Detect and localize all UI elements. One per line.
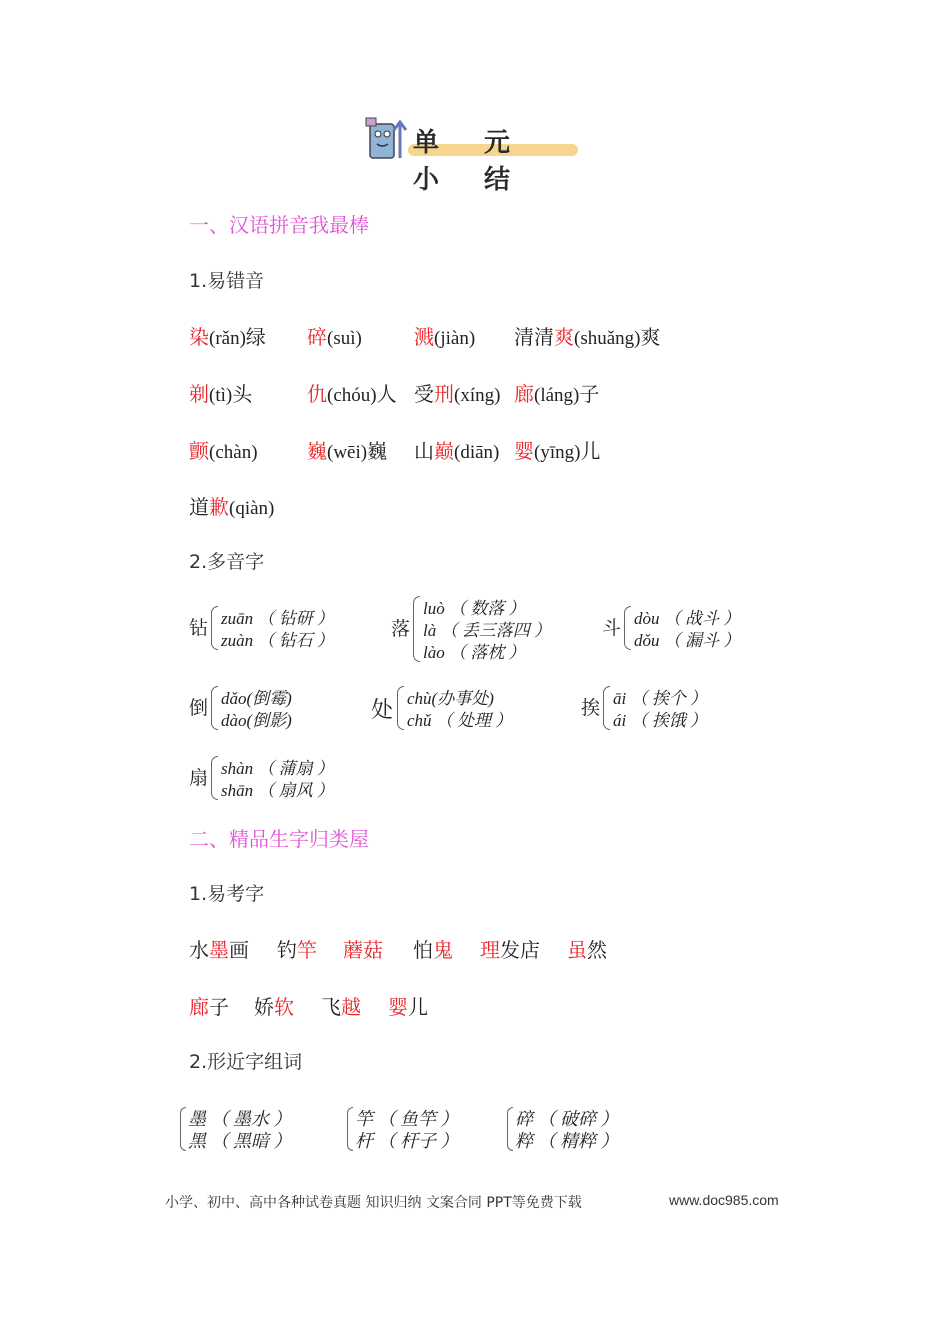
- exam-char: 理: [480, 938, 500, 962]
- polyphone-reading: chǔ （ 处理 ）: [407, 711, 513, 730]
- exam-word: [388, 991, 428, 1020]
- item-pinyin: (rǎn): [209, 328, 246, 349]
- similar-word: 黑 （ 黑暗 ）: [188, 1131, 292, 1151]
- exam-word: [189, 934, 249, 963]
- polyphone-reading: shàn （ 蒲扇 ）: [221, 759, 334, 778]
- exam-word: [480, 934, 540, 963]
- exam-char: 越: [341, 995, 361, 1019]
- polyphone-reading: shān （ 扇风 ）: [221, 781, 334, 800]
- section-1-heading: 一、汉语拼音我最棒: [189, 213, 369, 237]
- polyphone-char: 斗: [602, 617, 622, 639]
- exam-word: [277, 934, 317, 963]
- polyphone-brace: [624, 606, 631, 650]
- title-banner: [358, 114, 583, 195]
- polyphone-reading: luò （ 数落 ）: [423, 599, 526, 618]
- item-suffix: 子: [579, 382, 600, 406]
- item-char: 染: [189, 325, 209, 349]
- section-2-heading: 二、精品生字归类屋: [189, 827, 369, 851]
- easy-wrong-item: [414, 321, 475, 350]
- polyphone-reading: zuān （ 钻研 ）: [221, 609, 334, 628]
- polyphone-char: 挨: [581, 697, 601, 719]
- item-suffix: 人: [376, 382, 397, 406]
- easy-wrong-item: [307, 435, 387, 464]
- exam-word: [413, 934, 453, 963]
- polyphone-brace: [397, 686, 404, 730]
- easy-wrong-item: [414, 378, 500, 407]
- subsection-polyphones: 2.多音字: [189, 551, 265, 573]
- exam-word: [189, 991, 229, 1020]
- item-char: 廊: [514, 382, 534, 406]
- item-pinyin: (qiàn): [229, 498, 275, 519]
- item-suffix: 头: [232, 382, 253, 406]
- item-prefix: 道: [189, 495, 209, 519]
- easy-wrong-item: [189, 378, 252, 407]
- item-suffix: 儿: [580, 439, 601, 463]
- exam-char: 婴: [388, 995, 408, 1019]
- exam-char: 发: [500, 938, 520, 962]
- easy-wrong-item: [189, 435, 258, 464]
- easy-wrong-item: [307, 378, 397, 407]
- polyphone-reading: dào(倒影): [221, 711, 292, 730]
- polyphone-brace: [211, 606, 218, 650]
- polyphone-char: 倒: [189, 697, 209, 719]
- similar-word: 竿 （ 鱼竿 ）: [355, 1109, 459, 1129]
- polyphone-brace: [603, 686, 610, 730]
- item-char: 仇: [307, 382, 327, 406]
- item-prefix: 清清: [514, 325, 554, 349]
- polyphone-reading: lào （ 落枕 ）: [423, 643, 526, 662]
- polyphone-brace: [413, 596, 420, 662]
- polyphone-brace: [211, 686, 218, 730]
- easy-wrong-item: [514, 321, 660, 350]
- exam-char: 蘑菇: [343, 938, 383, 962]
- exam-word: [567, 934, 607, 963]
- item-suffix: 巍: [367, 439, 388, 463]
- item-suffix: 绿: [245, 325, 266, 349]
- subsection-exam-chars: 1.易考字: [189, 883, 265, 905]
- item-char: 刑: [434, 382, 454, 406]
- item-char: 爽: [554, 325, 574, 349]
- exam-char: 廊: [189, 995, 209, 1019]
- exam-char: 飞: [321, 995, 341, 1019]
- exam-char: 店: [520, 938, 540, 962]
- polyphone-char: 扇: [189, 767, 209, 789]
- exam-char: 水: [189, 938, 209, 962]
- exam-char: 画: [229, 938, 249, 962]
- exam-word: [254, 991, 294, 1020]
- page-title: 单 元 小 结: [413, 128, 529, 195]
- item-pinyin: (yīng): [534, 442, 581, 463]
- easy-wrong-item: [414, 435, 499, 464]
- item-char: 溅: [414, 325, 434, 349]
- item-char: 碎: [307, 325, 327, 349]
- item-char: 婴: [514, 439, 534, 463]
- item-char: 巍: [307, 439, 327, 463]
- polyphone-reading: ái （ 挨饿 ）: [613, 711, 707, 730]
- easy-wrong-item: [514, 435, 600, 464]
- exam-word: [321, 991, 361, 1020]
- item-pinyin: (xíng): [454, 385, 501, 406]
- item-pinyin: (jiàn): [434, 328, 476, 349]
- similar-word: 碎 （ 破碎 ）: [515, 1109, 619, 1129]
- similar-brace: [180, 1107, 186, 1151]
- item-pinyin: (chàn): [209, 442, 258, 463]
- item-char: 歉: [209, 495, 229, 519]
- exam-char: 怕: [413, 938, 433, 962]
- polyphone-reading: dǒu （ 漏斗 ）: [634, 631, 741, 650]
- item-char: 巅: [434, 439, 454, 463]
- item-prefix: 山: [414, 439, 434, 463]
- item-pinyin: (suì): [327, 328, 362, 349]
- polyphone-char: 处: [371, 698, 394, 723]
- exam-char: 鬼: [433, 938, 453, 962]
- footer-url[interactable]: www.doc985.com: [669, 1192, 779, 1208]
- exam-char: 儿: [408, 995, 428, 1019]
- item-pinyin: (shuǎng): [574, 328, 641, 349]
- exam-word: [343, 934, 383, 963]
- exam-char: 子: [209, 995, 229, 1019]
- item-char: 颤: [189, 439, 209, 463]
- item-pinyin: (wēi): [327, 442, 368, 463]
- easy-wrong-item: [514, 378, 599, 407]
- easy-wrong-item: [189, 321, 266, 350]
- similar-brace: [507, 1107, 513, 1151]
- exam-char: 软: [274, 995, 294, 1019]
- polyphone-reading: là （ 丢三落四 ）: [423, 621, 551, 640]
- subsection-easy-wrong: 1.易错音: [189, 270, 265, 292]
- item-pinyin: (láng): [534, 385, 580, 406]
- similar-word: 墨 （ 墨水 ）: [188, 1109, 292, 1129]
- footer-text: 小学、初中、高中各种试卷真题 知识归纳 文案合同 PPT等免费下载: [165, 1195, 582, 1211]
- exam-char: 虽: [567, 938, 587, 962]
- polyphone-reading: chù(办事处): [407, 689, 494, 708]
- similar-word: 杆 （ 杆子 ）: [355, 1131, 459, 1151]
- similar-brace: [347, 1107, 353, 1151]
- item-prefix: 受: [414, 382, 434, 406]
- polyphone-reading: zuàn （ 钻石 ）: [221, 631, 334, 650]
- exam-char: 竿: [297, 938, 317, 962]
- exam-char: 娇: [254, 995, 274, 1019]
- item-pinyin: (tì): [209, 385, 233, 406]
- mascot-icon: [358, 114, 410, 164]
- similar-word: 粹 （ 精粹 ）: [515, 1131, 619, 1151]
- exam-char: 墨: [209, 938, 229, 962]
- easy-wrong-item: [189, 491, 274, 520]
- polyphone-brace: [211, 756, 218, 800]
- polyphone-reading: dòu （ 战斗 ）: [634, 609, 741, 628]
- subsection-similar-chars: 2.形近字组词: [189, 1051, 303, 1073]
- item-suffix: 爽: [640, 325, 661, 349]
- item-pinyin: (chóu): [327, 385, 377, 406]
- polyphone-char: 钻: [189, 617, 209, 639]
- polyphone-reading: dǎo(倒霉): [221, 689, 292, 708]
- exam-char: 然: [587, 938, 607, 962]
- polyphone-reading: āi （ 挨个 ）: [613, 689, 707, 708]
- item-pinyin: (diān): [454, 442, 500, 463]
- item-char: 剃: [189, 382, 209, 406]
- easy-wrong-item: [307, 321, 362, 350]
- polyphone-char: 落: [391, 618, 411, 640]
- exam-char: 钓: [277, 938, 297, 962]
